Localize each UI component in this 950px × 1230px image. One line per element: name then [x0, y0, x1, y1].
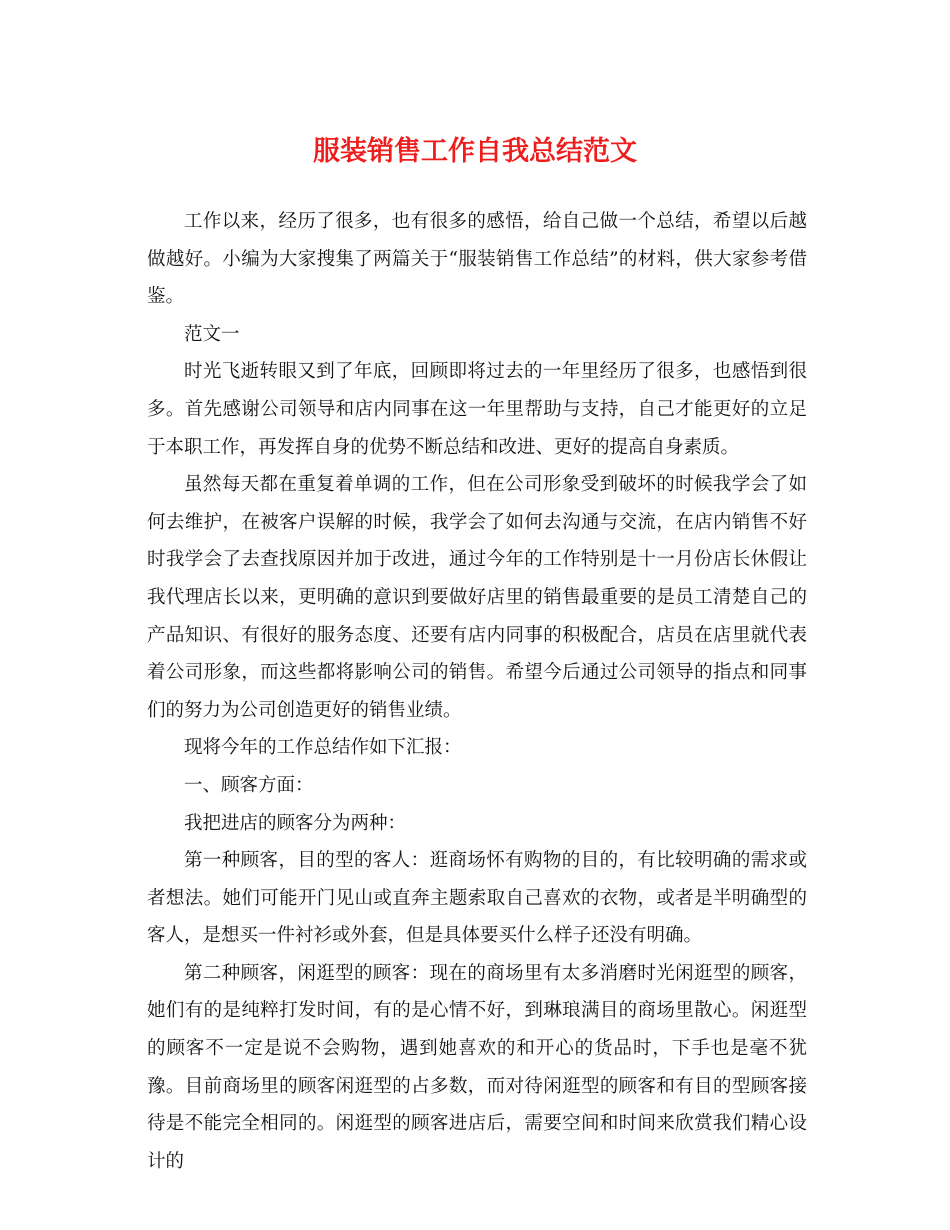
body-paragraph: 我把进店的顾客分为两种：	[184, 812, 407, 834]
document-title: 服装销售工作自我总结范文	[313, 136, 637, 167]
intro-paragraph: 工作以来，经历了很多，也有很多的感悟，给自己做一个总结，希望以后越做越好。小编为大家搜集了两篇关于“服装销售工作总结”的材料，供大家参考借鉴。	[147, 211, 807, 308]
document-body	[147, 203, 807, 1180]
section-heading-customers: 一、顾客方面：	[184, 774, 314, 796]
body-paragraph: 虽然每天都在重复着单调的工作，但在公司形象受到破坏的时候我学会了如何去维护，在被客户误解的时候，我学会了如何去沟通与交流，在店内销售不好时我学会了去查找原因并加于改进，通过今年的工作特别是十一月份店长休假让我代理店长以来，更明确的意识到要做好店里的销售最重要的是员工清楚自己的产品知识、有很好的服务态度、还要有店内同事的积极配合，店员在店里就代表着公司形象，而这些都将影响公司的销售。希望今后通过公司领导的指点和同事们的努力为公司创造更好的销售业绩。	[147, 474, 807, 721]
section-label-sample-one: 范文一	[184, 323, 240, 345]
body-paragraph: 现将今年的工作总结作如下汇报：	[184, 737, 462, 759]
body-paragraph: 第二种顾客，闲逛型的顾客：现在的商场里有太多消磨时光闲逛型的顾客，她们有的是纯粹打发时间，有的是心情不好，到琳琅满目的商场里散心。闲逛型的顾客不一定是说不会购物，遇到她喜欢的和开心的货品时，下手也是毫不犹豫。目前商场里的顾客闲逛型的占多数，而对待闲逛型的顾客和有目的型顾客接待是不能完全相同的。闲逛型的顾客进店后，需要空间和时间来欣赏我们精心设计的	[147, 962, 807, 1172]
body-paragraph: 时光飞逝转眼又到了年底，回顾即将过去的一年里经历了很多，也感悟到很多。首先感谢公司领导和店内同事在这一年里帮助与支持，自己才能更好的立足于本职工作，再发挥自身的优势不断总结和改进、更好的提高自身素质。	[147, 361, 807, 458]
body-paragraph: 第一种顾客，目的型的客人：逛商场怀有购物的目的，有比较明确的需求或者想法。她们可能开门见山或直奔主题索取自己喜欢的衣物，或者是半明确型的客人，是想买一件衬衫或外套，但是具体要买什么样子还没有明确。	[147, 850, 807, 947]
